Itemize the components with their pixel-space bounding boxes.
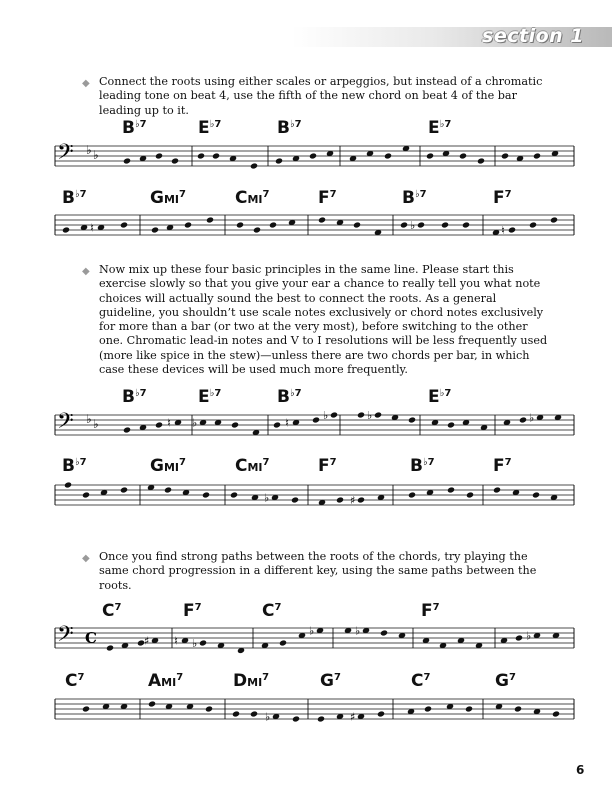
- note-head: [465, 705, 473, 712]
- note-head: [120, 486, 128, 493]
- accidental: ♭: [264, 491, 270, 505]
- chord-symbol: $B^{♭7}$: [277, 118, 302, 138]
- accidental: ♭: [192, 637, 198, 650]
- note-head: [477, 157, 485, 164]
- note-head: [318, 216, 326, 223]
- note-head: [408, 416, 416, 423]
- note-head: [515, 634, 523, 641]
- note-head: [533, 152, 541, 159]
- accidental: ♯: [350, 710, 356, 724]
- accidental: ♭: [192, 416, 198, 430]
- note-head: [377, 710, 385, 717]
- note-head: [206, 216, 214, 223]
- key-signature-flat: ♭: [93, 417, 99, 431]
- chord-symbol: $B^{♭7}$: [122, 387, 147, 407]
- chord-symbol: $F^7$: [493, 188, 512, 208]
- accidental: ♭: [410, 219, 416, 232]
- key-signature-flat: ♭: [86, 412, 92, 426]
- chord-symbol: CMI$^7$: [235, 456, 270, 476]
- staff-system-2: [55, 188, 574, 237]
- chord-symbol: $F^7$: [318, 188, 337, 208]
- chord-symbol: GMI$^7$: [150, 456, 186, 476]
- note-head: [212, 152, 220, 159]
- chord-symbol: $C^7$: [102, 601, 122, 621]
- note-head: [447, 421, 455, 428]
- chord-symbol: $G^7$: [320, 671, 341, 691]
- staff-system-5: [55, 601, 574, 654]
- note-head: [291, 496, 299, 503]
- chord-symbol: GMI$^7$: [150, 188, 186, 208]
- chord-symbol: $B^{♭7}$: [410, 456, 435, 476]
- chord-symbol: $C^7$: [65, 671, 85, 691]
- note-head: [312, 416, 320, 423]
- time-signature: C: [85, 629, 97, 647]
- note-head: [426, 152, 434, 159]
- note-head: [279, 639, 287, 646]
- accidental: ♭: [309, 624, 315, 638]
- chord-symbol: $E^{♭7}$: [198, 387, 222, 407]
- diamond-bullet-icon: ◆: [82, 553, 90, 564]
- accidental: ♭: [265, 710, 271, 724]
- accidental: ♮: [174, 634, 178, 648]
- paragraph-3-text: Once you find strong paths between the roots of the chords, try playing the same chord progression in a different key, using the same paths between the roots.: [99, 550, 537, 592]
- diamond-bullet-icon: ◆: [82, 78, 90, 89]
- note-head: [380, 629, 388, 636]
- staff-system-4: [55, 456, 574, 507]
- note-head: [417, 221, 425, 228]
- chord-symbol: $B^{♭7}$: [277, 387, 302, 407]
- note-head: [532, 491, 540, 498]
- chord-symbol: $F^7$: [493, 456, 512, 476]
- page-number: 6: [576, 763, 585, 777]
- diamond-bullet-icon: ◆: [82, 266, 90, 277]
- chord-symbol: $G^7$: [495, 671, 516, 691]
- note-head: [164, 486, 172, 493]
- note-head: [462, 221, 470, 228]
- note-head: [493, 486, 501, 493]
- accidental: ♮: [167, 416, 171, 430]
- note-head: [508, 226, 516, 233]
- paragraph-2-text: Now mix up these four basic principles in the same line. Please start this exercise slowly so that you give your ear a chance to really tell you what note choices will actually sound the best to connect the roots. As a general guideline, you shouldn’t use scale notes exclusively or chord notes exclusively for more than a bar (or two at the very most), before switching to the other one. Chromatic lead-in notes and V to I resolutions will be less frequently used (more like spice in the stew)—unless there are two chords per bar, in which case these devices will be used much more frequently.: [99, 263, 548, 377]
- note-head: [123, 157, 131, 164]
- note-head: [336, 496, 344, 503]
- note-head: [106, 644, 114, 651]
- note-head: [184, 221, 192, 228]
- note-head: [317, 715, 325, 722]
- paragraph-1-text: Connect the roots using either scales or arpeggios, but instead of a chromatic leading tone on beat 4, use the fifth of the new chord on beat 4 of the bar leading up to it.: [99, 75, 543, 117]
- note-head: [199, 639, 207, 646]
- note-head: [466, 491, 474, 498]
- note-head: [202, 491, 210, 498]
- note-head: [330, 411, 338, 418]
- note-head: [309, 152, 317, 159]
- chord-symbol: $C^7$: [411, 671, 431, 691]
- note-head: [501, 152, 509, 159]
- accidental: ♮: [285, 416, 289, 430]
- note-head: [275, 157, 283, 164]
- chord-symbol: $C^7$: [262, 601, 282, 621]
- bass-clef-icon: 𝄢: [57, 622, 74, 652]
- note-head: [424, 705, 432, 712]
- accidental: ♯: [350, 494, 356, 507]
- bass-clef-icon: 𝄢: [57, 140, 74, 170]
- note-head: [64, 481, 72, 488]
- note-head: [120, 221, 128, 228]
- accidental: ♮: [501, 224, 505, 237]
- chord-symbol: $F^7$: [421, 601, 440, 621]
- note-head: [550, 216, 558, 223]
- chord-symbol: CMI$^7$: [235, 188, 270, 208]
- note-head: [552, 710, 560, 717]
- note-head: [357, 496, 365, 503]
- note-head: [374, 411, 382, 418]
- note-head: [459, 152, 467, 159]
- chord-symbol: $E^{♭7}$: [198, 118, 222, 138]
- accidental: ♭: [526, 629, 532, 643]
- section-label: section 1: [482, 25, 584, 47]
- chord-symbol: $B^{♭7}$: [62, 188, 87, 208]
- note-head: [400, 221, 408, 228]
- note-head: [269, 221, 277, 228]
- note-head: [155, 152, 163, 159]
- note-head: [155, 421, 163, 428]
- accidental: ♯: [144, 634, 150, 648]
- note-head: [408, 491, 416, 498]
- chord-symbol: $B^{♭7}$: [122, 118, 147, 138]
- chord-symbol: $E^{♭7}$: [428, 118, 452, 138]
- note-head: [205, 705, 213, 712]
- note-head: [514, 705, 522, 712]
- chord-symbol: $B^{♭7}$: [402, 188, 427, 208]
- note-head: [253, 226, 261, 233]
- note-head: [353, 221, 361, 228]
- note-head: [171, 157, 179, 164]
- key-signature-flat: ♭: [93, 148, 99, 162]
- note-head: [82, 705, 90, 712]
- note-head: [236, 221, 244, 228]
- note-head: [529, 221, 537, 228]
- note-head: [151, 226, 159, 233]
- note-head: [441, 221, 449, 228]
- chord-symbol: $F^7$: [183, 601, 202, 621]
- note-head: [250, 162, 258, 169]
- note-head: [148, 700, 156, 707]
- note-head: [447, 486, 455, 493]
- accidental: ♭: [529, 411, 535, 425]
- note-head: [519, 416, 527, 423]
- note-head: [123, 426, 131, 433]
- note-head: [197, 152, 205, 159]
- bass-clef-icon: 𝄢: [57, 409, 74, 439]
- note-head: [357, 411, 365, 418]
- chord-symbol: DMI$^7$: [233, 671, 270, 691]
- staff-system-1: [55, 118, 574, 170]
- chord-symbol: $B^{♭7}$: [62, 456, 87, 476]
- note-head: [384, 152, 392, 159]
- accidental: ♭: [323, 409, 329, 422]
- note-head: [231, 421, 239, 428]
- accidental: ♭: [367, 409, 373, 422]
- note-head: [230, 491, 238, 498]
- key-signature-flat: ♭: [86, 143, 92, 157]
- note-head: [82, 491, 90, 498]
- chord-symbol: $E^{♭7}$: [428, 387, 452, 407]
- chord-symbol: AMI$^7$: [148, 671, 184, 691]
- note-head: [232, 710, 240, 717]
- staff-system-3: [55, 387, 574, 439]
- accidental: ♮: [90, 221, 94, 235]
- accidental: ♭: [355, 624, 361, 638]
- note-head: [292, 715, 300, 722]
- note-head: [62, 226, 70, 233]
- chord-symbol: $F^7$: [318, 456, 337, 476]
- staff-system-6: [55, 671, 574, 724]
- note-head: [273, 421, 281, 428]
- note-head: [250, 710, 258, 717]
